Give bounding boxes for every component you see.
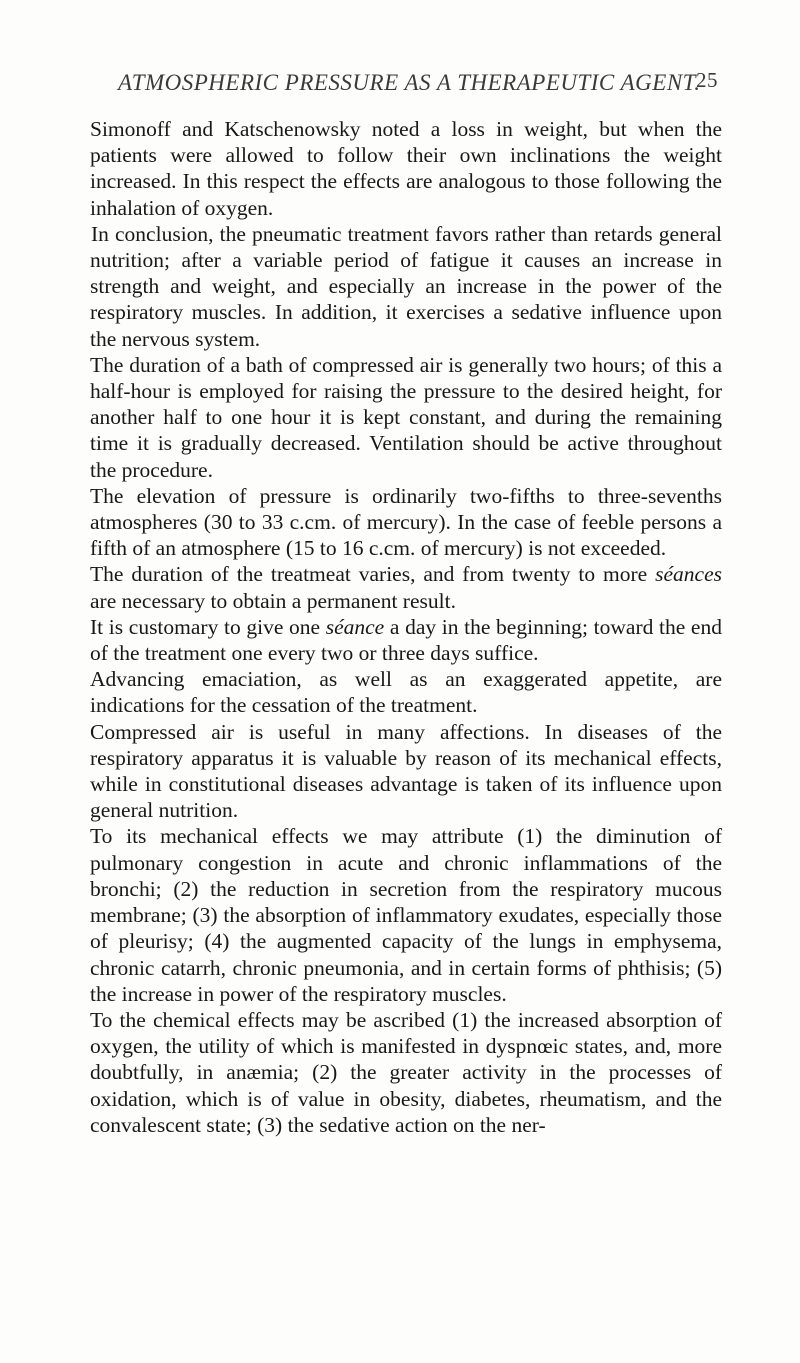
running-head-title: ATMOSPHERIC PRESSURE AS A THERAPEUTIC AGENT.	[118, 70, 701, 95]
paragraph-text: are necessary to obtain a permanent result.	[90, 588, 456, 613]
paragraph-text: Simonoff and Katschenowsky noted a loss in weight, but when the patients were allowed to follow their own inclinations the weight increased. In this respect the effects are analogous to those following the inhalation of oxygen.	[90, 117, 722, 220]
paragraph-5	[90, 561, 722, 613]
paragraph-text: Advancing emaciation, as well as an exaggerated appetite, are indications for the cessation of the treatment.	[90, 667, 722, 718]
paragraph-3	[90, 352, 722, 483]
paragraph-text: The elevation of pressure is ordinarily two-fifths to three-sevenths atmospheres (30 to 33 c.cm. of mercury). In the case of feeble persons a fifth of an atmosphere (15 to 16 c.cm. of mercury) is not exceeded.	[90, 483, 722, 561]
italic-term: séances	[655, 562, 722, 587]
paragraph-text: In conclusion, the pneumatic treatment favors rather than retards general nutrition; after a variable period of fatigue it causes an increase in strength and weight, and especially an increase in the power of the respiratory muscles. In addition, it exercises a sedative influence upon the nervous system.	[90, 221, 722, 351]
paragraph-2	[90, 221, 722, 352]
paragraph-7	[90, 666, 722, 718]
paragraph-10	[90, 1007, 722, 1138]
paragraph-text: The duration of a bath of compressed air is generally two hours; of this a half-hour is employed for raising the pressure to the desired height, for another half to one hour it is kept constant, and during the remaining time it is gradually decreased. Ventilation should be active throughout the procedure.	[90, 352, 722, 482]
paragraph-text: a day in the beginning; toward the end of the treatment one every two or three days suffice.	[90, 614, 722, 666]
paragraph-text: To the chemical effects may be ascribed (1) the increased absorption of oxygen, the utility of which is manifested in dyspnœic states, and, more doubtfully, in anæmia; (2) the greater activity in the processes of oxidation, which is of value in obesity, diabetes, rheumatism, and the convalescent state; (3) the sedative action on the ner-	[90, 1007, 722, 1137]
paragraph-text: It is customary to give one	[90, 614, 326, 639]
paragraph-9	[90, 823, 722, 1006]
italic-term: séance	[325, 614, 385, 639]
paragraph-text: The duration of the treatmeat varies, and from twenty to more	[90, 562, 656, 587]
paragraph-text: To its mechanical effects we may attribute (1) the diminution of pulmonary congestion in acute and chronic inflammations of the bronchi; (2) the reduction in secretion from the respiratory mucous membrane; (3) the absorption of inflammatory exudates, especially those of pleurisy; (4) the augmented capacity of the lungs in emphysema, chronic catarrh, chronic pneumonia, and in certain forms of phthisis; (5) the increase in power of the respiratory muscles.	[90, 824, 722, 1006]
running-head	[118, 70, 718, 110]
body-text	[90, 116, 722, 1138]
paragraph-1	[90, 116, 722, 221]
paragraph-8	[90, 719, 722, 824]
paragraph-text: Compressed air is useful in many affections. In diseases of the respiratory apparatus it is valuable by reason of its mechanical effects, while in constitutional diseases advantage is taken of its influence upon general nutrition.	[90, 719, 722, 823]
page-number: 25	[696, 68, 718, 92]
paragraph-4	[90, 483, 722, 562]
paragraph-6	[90, 614, 722, 666]
